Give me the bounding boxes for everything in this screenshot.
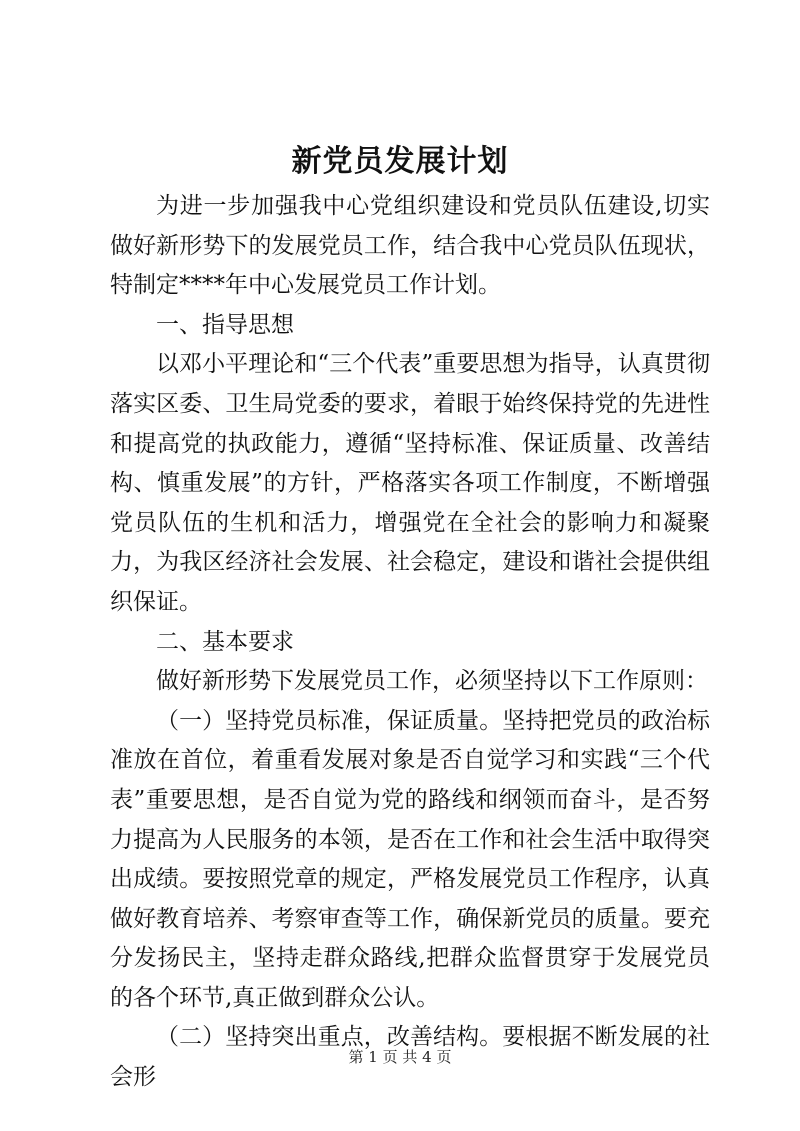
paragraph-guiding-thought: 以邓小平理论和“三个代表”重要思想为指导，认真贯彻落实区委、卫生局党委的要求，着眼于始终保持党的先进性和提高党的执政能力，遵循“坚持标准、保证质量、改善结构、慎重发展”的方针，严格落实各项工作制度，不断增强党员队伍的生机和活力，增强党在全社会的影响力和凝聚力，为我区经济社会发展、社会稳定，建设和谐社会提供组织保证。 <box>110 351 710 615</box>
section-heading-guiding-thought: 一、指导思想 <box>156 311 294 338</box>
paragraph-principle-1: （一）坚持党员标准，保证质量。坚持把党员的政治标准放在首位，着重看发展对象是否自觉学习和实践“三个代表”重要思想，是否自觉为党的路线和纲领而奋斗，是否努力提高为人民服务的本领，是否在工作和社会生活中取得突出成绩。要按照党章的规定，严格发展党员工作程序，认真做好教育培养、考察审查等工作，确保新党员的质量。要充分发扬民主，坚持走群众路线,把群众监督贯穿于发展党员的各个环节,真正做到群众公认。 <box>110 707 710 1011</box>
page-title: 新党员发展计划 <box>291 144 509 179</box>
paragraph-intro: 为进一步加强我中心党组织建设和党员队伍建设,切实做好新形势下的发展党员工作，结合我中心党员队伍现状，特制定****年中心发展党员工作计划。 <box>110 193 710 299</box>
page-footer: 第 1 页 共 4 页 <box>348 1048 452 1066</box>
document-body <box>110 187 710 1098</box>
paragraph-principle-2: （二）坚持突出重点，改善结构。要根据不断发展的社会形 <box>110 1024 710 1091</box>
paragraph-principles-intro: 做好新形势下发展党员工作，必须坚持以下工作原则： <box>156 668 708 695</box>
section-heading-basic-requirements: 二、基本要求 <box>156 628 294 655</box>
